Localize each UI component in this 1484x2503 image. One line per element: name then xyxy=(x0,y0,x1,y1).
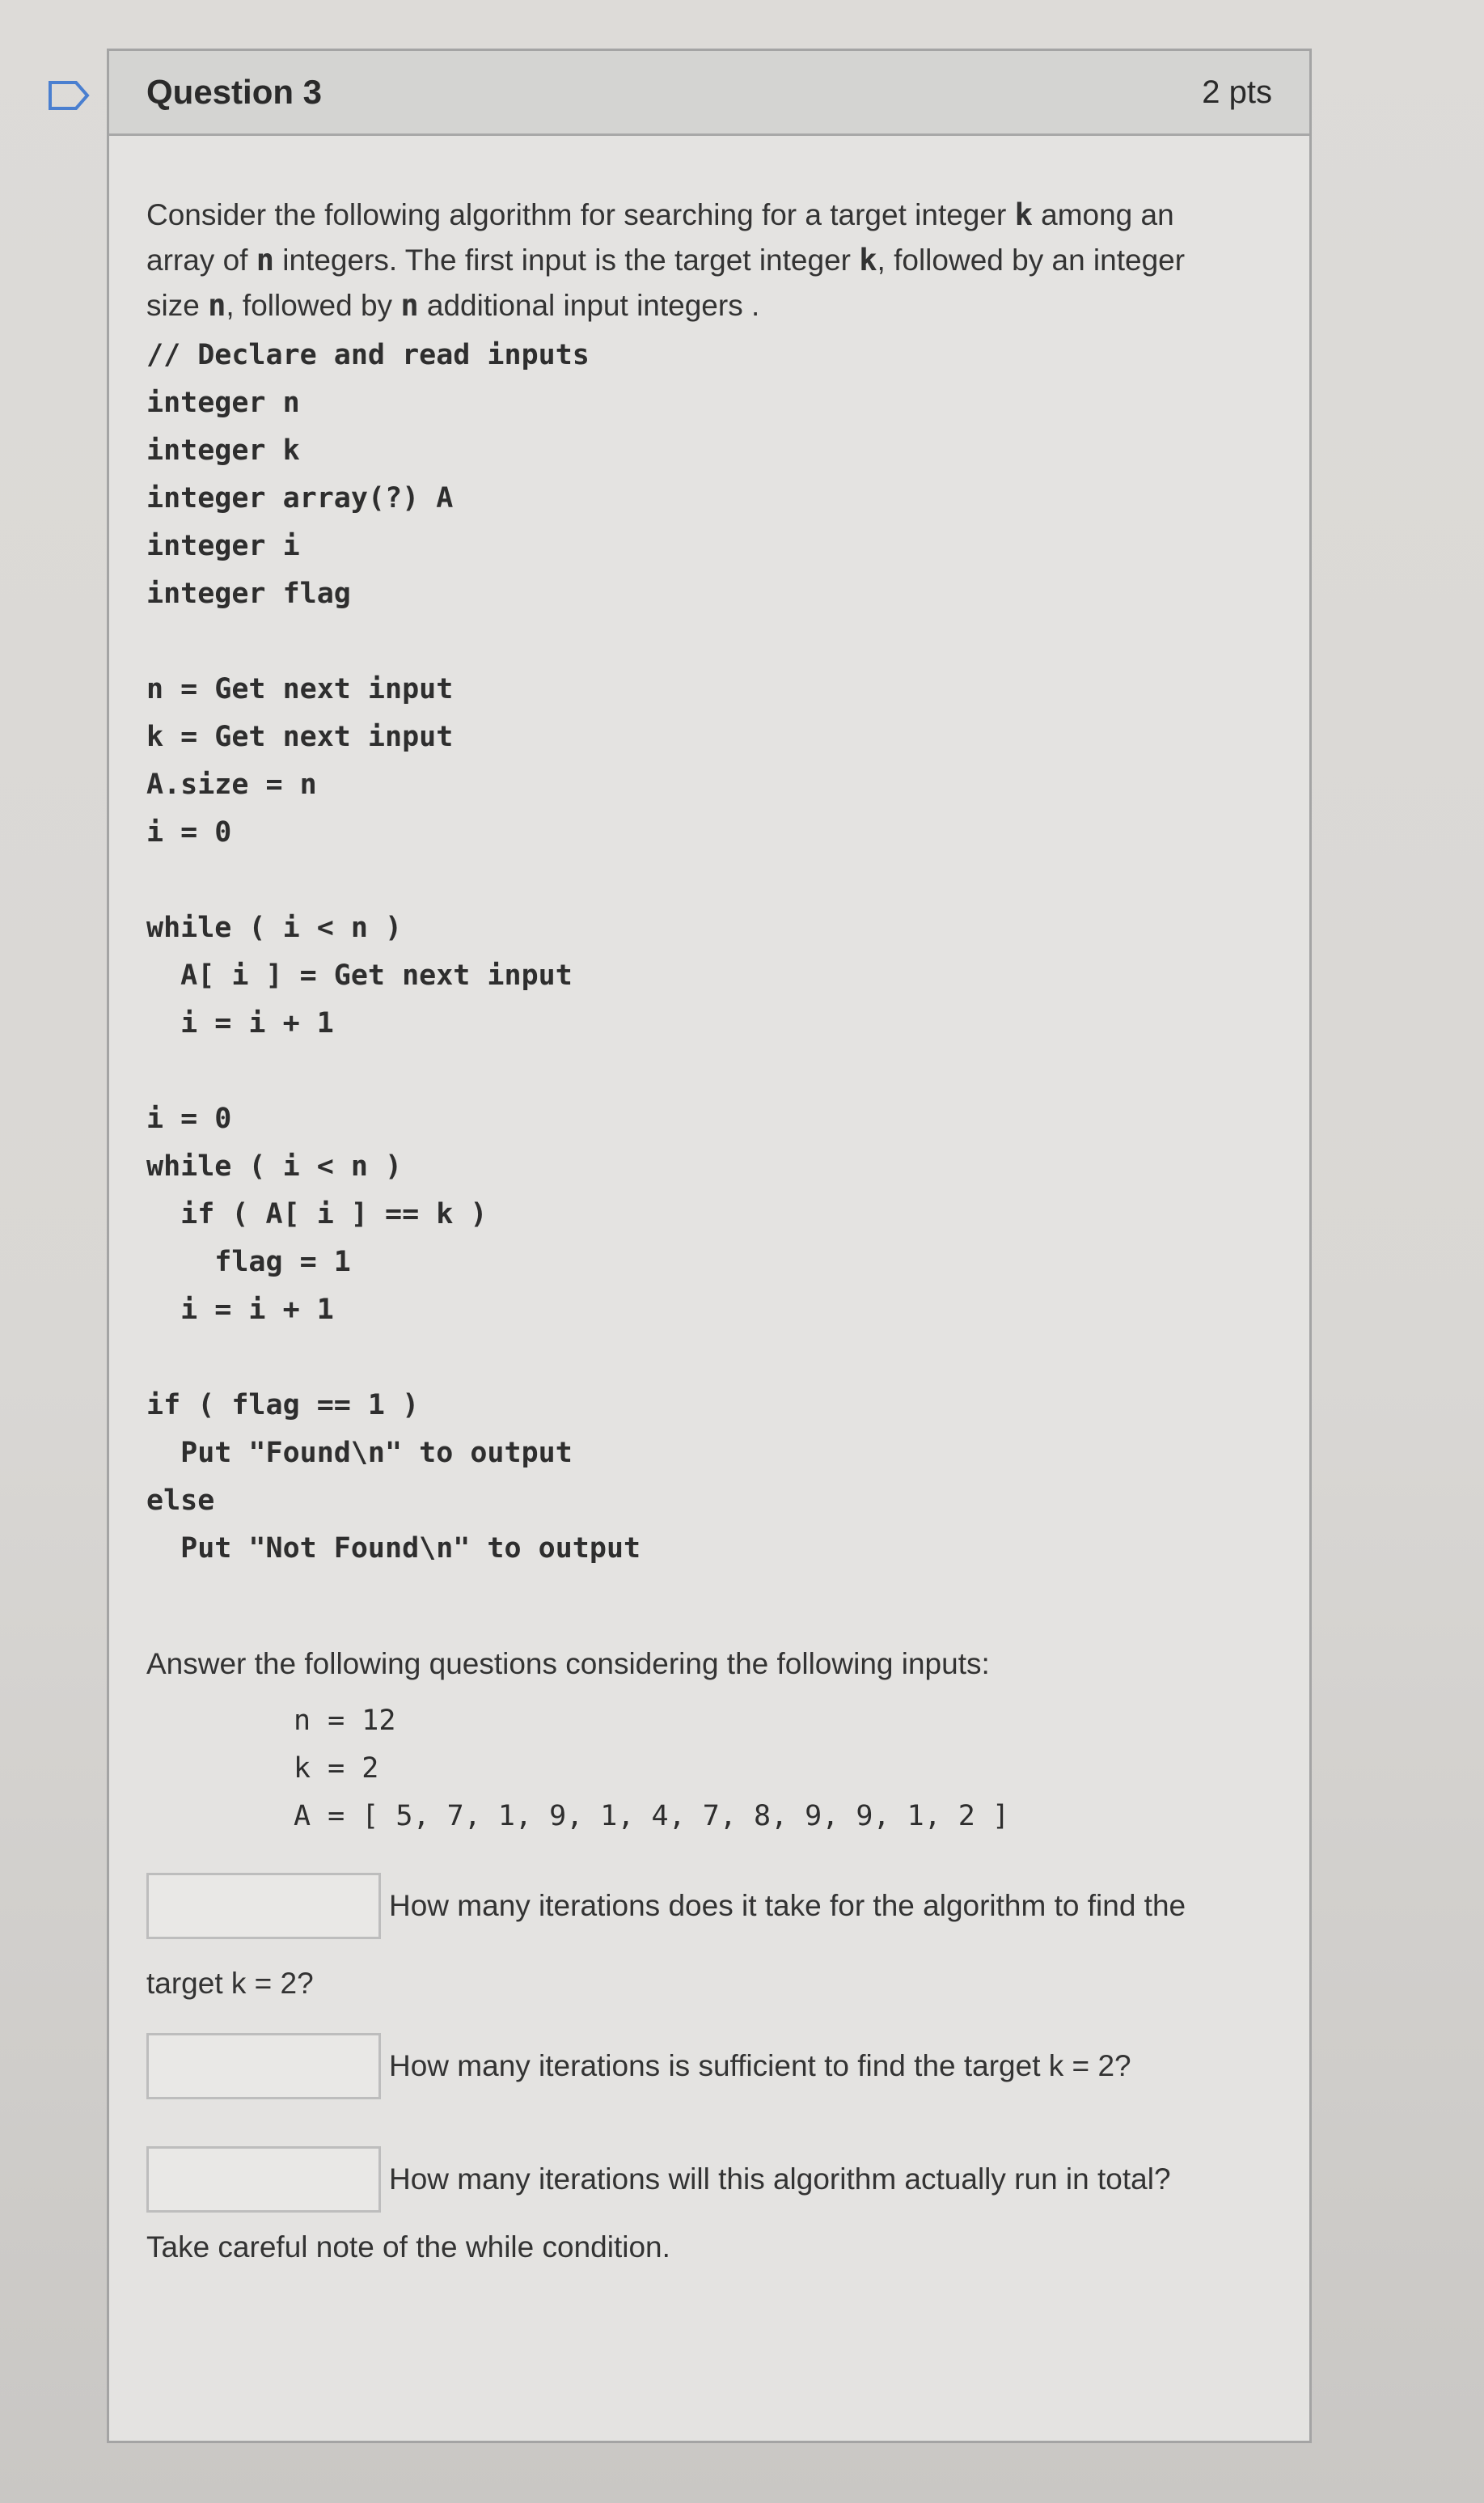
question-row-3 xyxy=(146,2146,1272,2213)
question-1-text: How many iterations does it take for the algorithm to find the xyxy=(389,1889,1186,1922)
intro-text: , followed by an integer size xyxy=(146,244,1186,322)
intro-var-n: n xyxy=(256,243,274,277)
input-array: A = [ 5, 7, 1, 9, 1, 4, 7, 8, 9, 9, 1, 2 ] xyxy=(294,1800,1010,1832)
question-body xyxy=(109,136,1309,2264)
code-line: A.size = n xyxy=(146,769,317,801)
code-line: if ( A[ i ] == k ) xyxy=(146,1198,488,1230)
question-card xyxy=(107,49,1312,2443)
code-line: integer n xyxy=(146,387,300,419)
question-row-1 xyxy=(146,1873,1272,1939)
intro-text: Consider the following algorithm for searching for a target integer xyxy=(146,198,1015,231)
flag-icon[interactable] xyxy=(49,79,91,112)
code-line: integer array(?) A xyxy=(146,482,454,515)
code-line: flag = 1 xyxy=(146,1246,351,1278)
question-2-text: How many iterations is sufficient to find the target k = 2? xyxy=(389,2049,1131,2082)
answer-intro: Answer the following questions considering the following inputs: xyxy=(146,1647,990,1680)
intro-var-n: n xyxy=(208,288,226,323)
code-line: integer k xyxy=(146,434,300,467)
code-line: i = 0 xyxy=(146,1103,232,1135)
question-3-text: How many iterations will this algorithm actually run in total? xyxy=(389,2162,1171,2196)
code-block xyxy=(146,332,1272,1573)
question-1-continuation: target k = 2? xyxy=(146,1967,314,2000)
code-line: // Declare and read inputs xyxy=(146,339,590,371)
code-line: if ( flag == 1 ) xyxy=(146,1389,420,1421)
question-title: Question 3 xyxy=(146,73,323,111)
code-line: Put "Not Found\n" to output xyxy=(146,1532,641,1565)
code-line: Put "Found\n" to output xyxy=(146,1437,573,1469)
input-k: k = 2 xyxy=(294,1752,379,1785)
code-line: A[ i ] = Get next input xyxy=(146,959,573,992)
intro-text: among an array of xyxy=(146,198,1174,277)
code-line: n = Get next input xyxy=(146,673,454,705)
code-line: k = Get next input xyxy=(146,721,454,753)
code-line: integer flag xyxy=(146,578,351,610)
intro-text: , followed by xyxy=(226,289,401,322)
intro-text: additional input integers . xyxy=(418,289,760,322)
intro-var-k: k xyxy=(1014,197,1033,232)
intro-var-n: n xyxy=(400,288,419,323)
intro-var-k: k xyxy=(859,243,877,277)
code-line: integer i xyxy=(146,530,300,562)
intro-text: integers. The first input is the target integer xyxy=(274,244,860,277)
code-line: i = 0 xyxy=(146,816,232,849)
code-line: while ( i < n ) xyxy=(146,912,403,944)
question-header xyxy=(109,51,1309,136)
code-line: i = i + 1 xyxy=(146,1294,334,1326)
answer-input-3[interactable] xyxy=(146,2146,381,2213)
code-line: while ( i < n ) xyxy=(146,1150,403,1183)
answer-input-2[interactable] xyxy=(146,2033,381,2099)
question-points: 2 pts xyxy=(1202,74,1272,110)
question-intro xyxy=(146,193,1246,328)
input-values xyxy=(294,1697,1272,1840)
question-note: Take careful note of the while condition. xyxy=(146,2230,670,2264)
code-line: else xyxy=(146,1484,215,1517)
question-row-2 xyxy=(146,2033,1272,2099)
input-n: n = 12 xyxy=(294,1705,396,1737)
code-line: i = i + 1 xyxy=(146,1007,334,1040)
answer-input-1[interactable] xyxy=(146,1873,381,1939)
